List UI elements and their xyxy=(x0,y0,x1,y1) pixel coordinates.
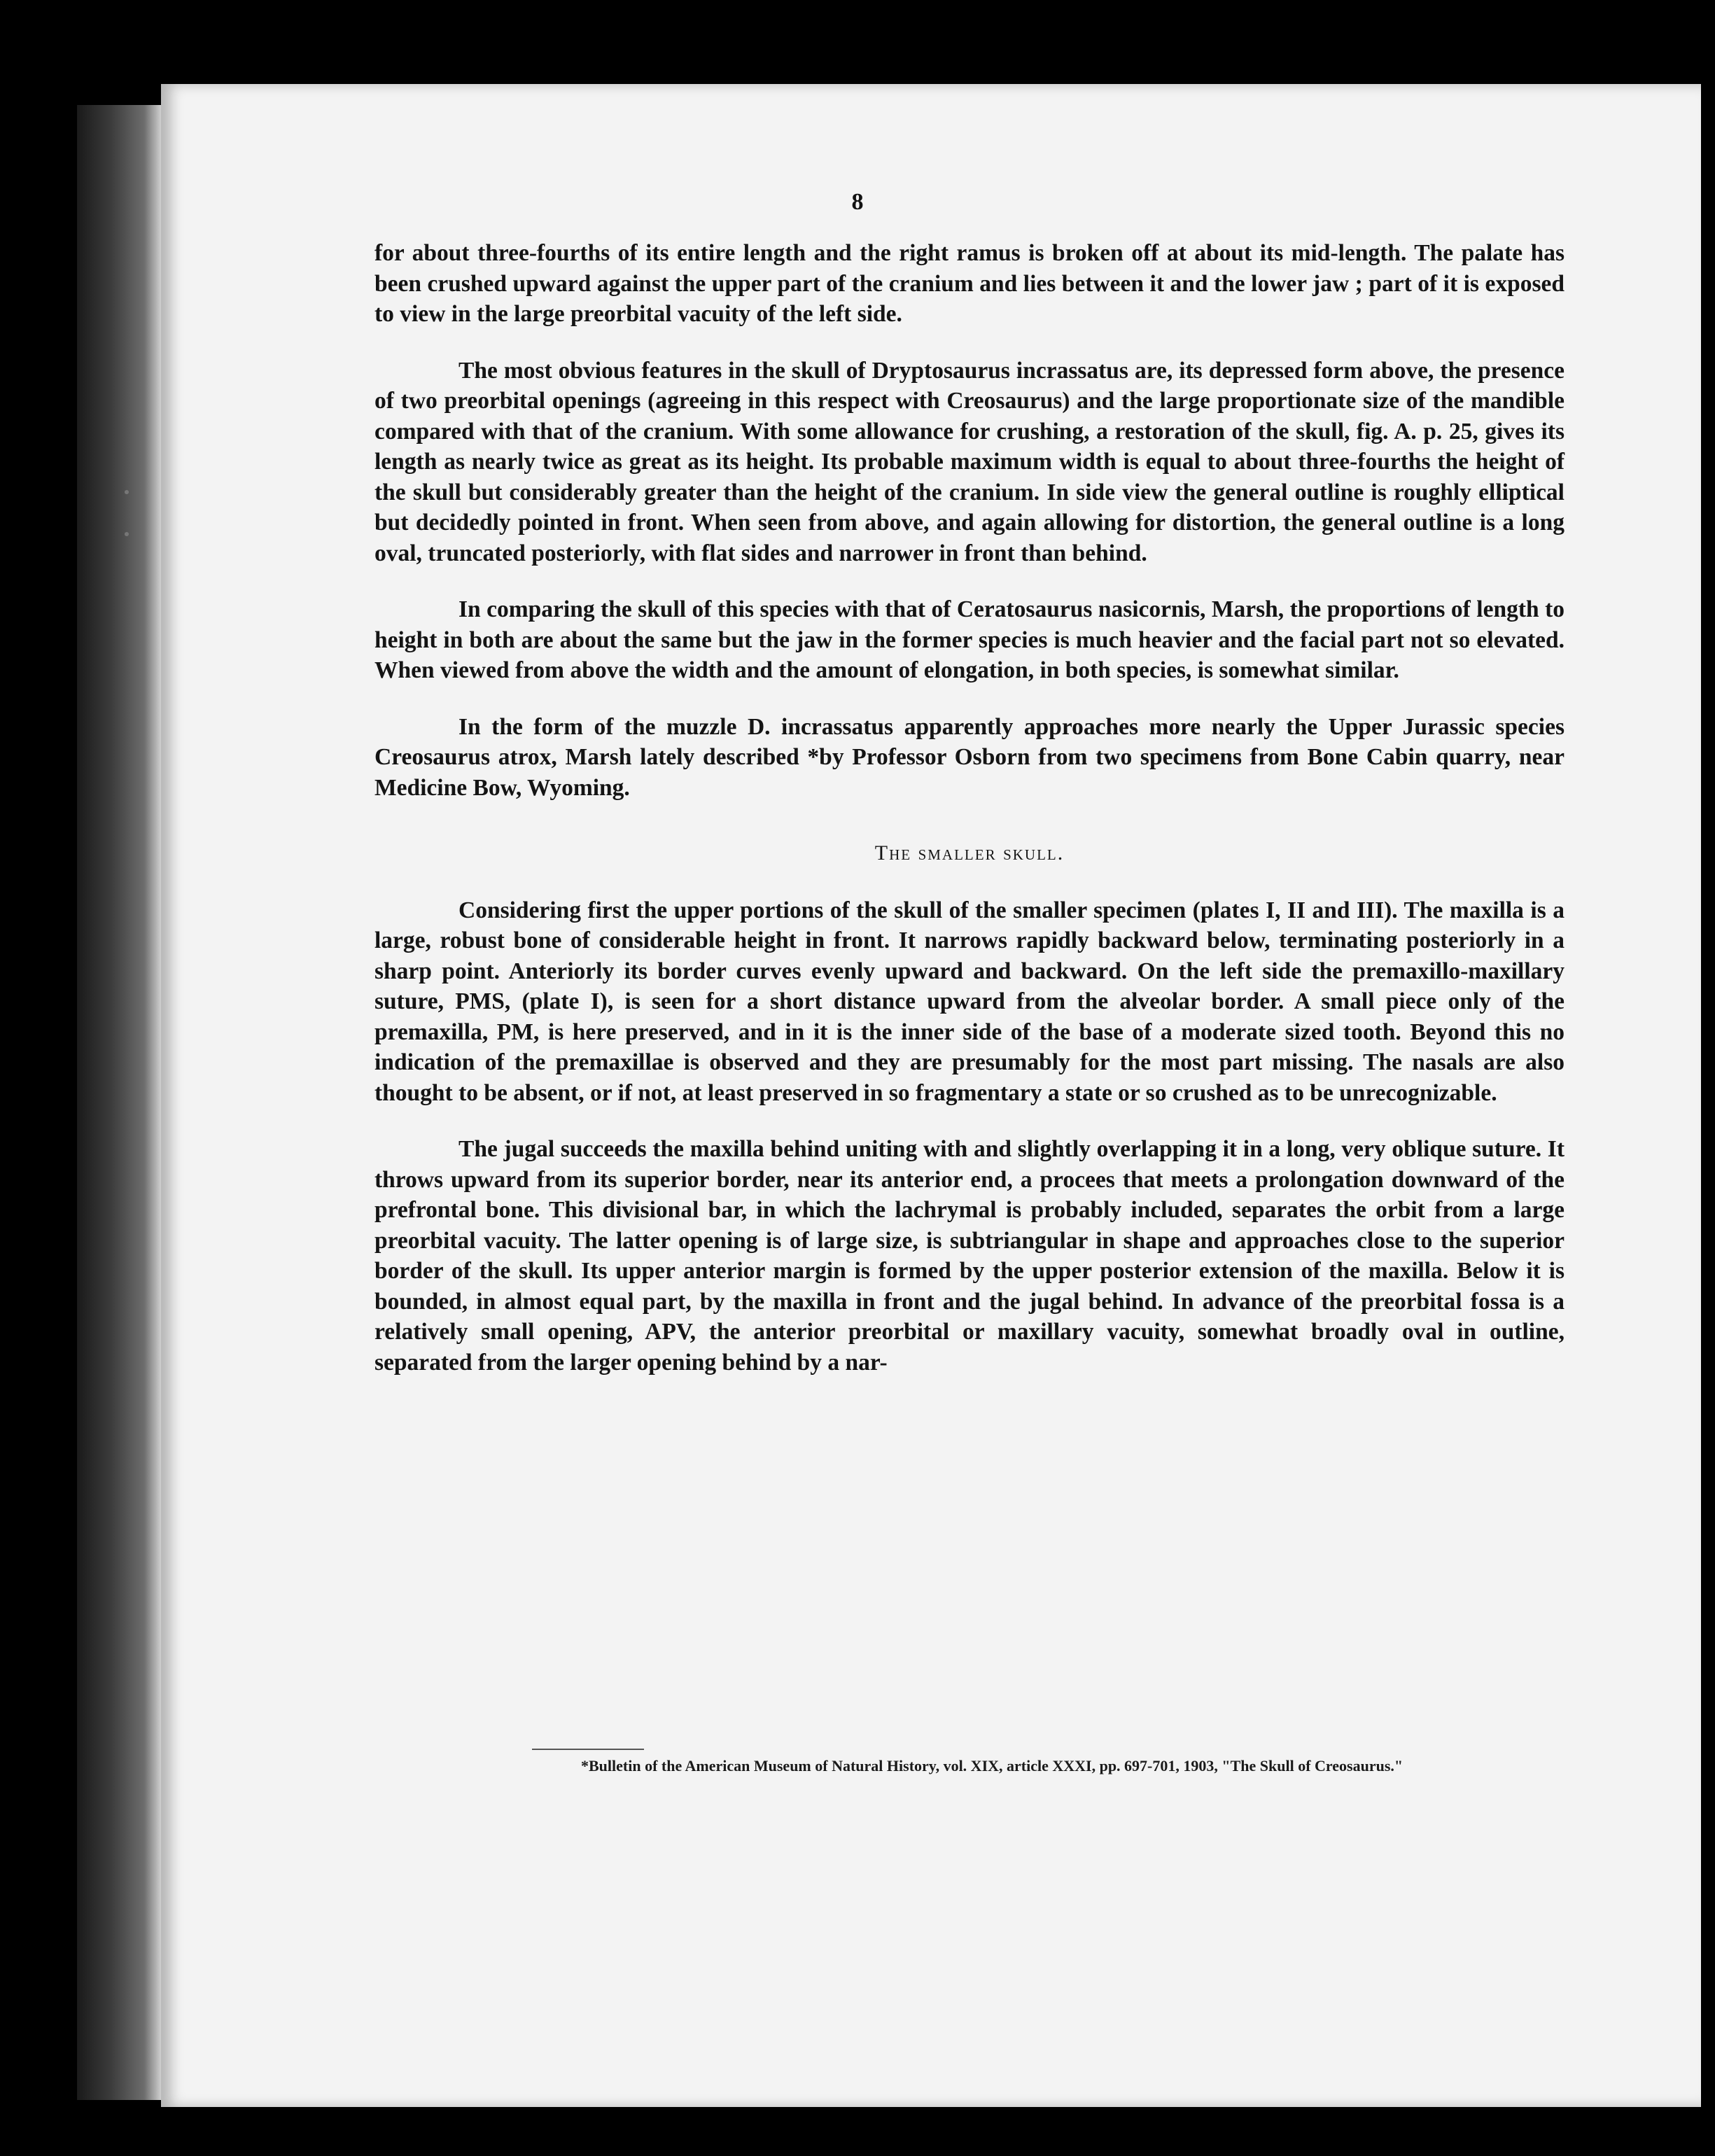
paragraph-1: for about three-fourths of its entire length and the right ramus is broken off at about its mid-length. The palate has been crushed upward against the upper part of the cranium and lies between it and the lower jaw ; part of it is exposed to view in the large preorbital vacuity of the left side. xyxy=(374,240,1564,327)
paragraph-5: Considering first the upper portions of the skull of the smaller specimen (plates I, II and III). The maxilla is a large, robust bone of considerable height in front. It narrows rapidly backward below, terminating posteriorly in a sharp point. Anteriorly its border curves evenly upward and backward. On the left side the premaxillo-maxillary suture, PMS, (plate I), is seen for a short distance upward from the alveolar border. A small piece only of the premaxilla, PM, is here preserved, and in it is the inner side of the base of a moderate sized tooth. Beyond this no indication of the premaxillae is observed and they are presumably for the most part missing. The nasals are also thought to be absent, or if not, at least preserved in so fragmentary a state or so crushed as to be unrecognizable. xyxy=(374,897,1564,1106)
body-text xyxy=(374,238,1564,1404)
scan-speck xyxy=(125,532,129,536)
paragraph-3: In comparing the skull of this species with that of Ceratosaurus nasicornis, Marsh, the proportions of length to height in both are about the same but the jaw in the former species is much heavier and the facial part not so elevated. When viewed from above the width and the amount of elongation, in both species, is somewhat similar. xyxy=(374,596,1564,683)
footnote: *Bulletin of the American Museum of Natural History, vol. XIX, article XXXI, pp. 697-701, 1903, "The Skull of Creosaurus." xyxy=(581,1757,1404,1774)
paragraph-4: In the form of the muzzle D. incrassatus apparently approaches more nearly the Upper Jurassic species Creosaurus atrox, Marsh lately described *by Professor Osborn from two specimens from Bone Cabin quarry, near Medicine Bow, Wyoming. xyxy=(374,713,1564,801)
section-heading: The smaller skull. xyxy=(874,841,1065,864)
paragraph-6: The jugal succeeds the maxilla behind uniting with and slightly overlapping it in a long, very oblique suture. It throws upward from its superior border, near its anterior end, a procees that meets a prolongation downward of the prefrontal bone. This divisional bar, in which the lachrymal is probably included, separates the orbit from a large preorbital vacuity. The latter opening is of large size, is subtriangular in shape and approaches close to the superior border of the skull. Its upper anterior margin is formed by the upper posterior extension of the maxilla. Below it is bounded, in almost equal part, by the maxilla in front and the jugal behind. In advance of the preorbital fossa is a relatively small opening, APV, the anterior preorbital or maxillary vacuity, somewhat broadly oval in outline, separated from the larger opening behind by a nar- xyxy=(374,1136,1564,1376)
page-number: 8 xyxy=(851,189,864,215)
footnote-rule xyxy=(532,1749,644,1750)
paragraph-2: The most obvious features in the skull of Dryptosaurus incrassatus are, its depressed form above, the presence of two preorbital openings (agreeing in this respect with Creosaurus) and the large proportionate size of the mandible compared with that of the cranium. With some allowance for crushing, a restoration of the skull, fig. A. p. 25, gives its length as nearly twice as great as its height. Its probable maximum width is equal to about three-fourths the height of the skull but considerably greater than the height of the cranium. In side view the general outline is roughly elliptical but decidedly pointed in front. When seen from above, and again allowing for distortion, the general outline is a long oval, truncated posteriorly, with flat sides and narrower in front than behind. xyxy=(374,357,1564,566)
scan-speck xyxy=(125,490,129,494)
book-binding-edge xyxy=(77,105,161,2100)
